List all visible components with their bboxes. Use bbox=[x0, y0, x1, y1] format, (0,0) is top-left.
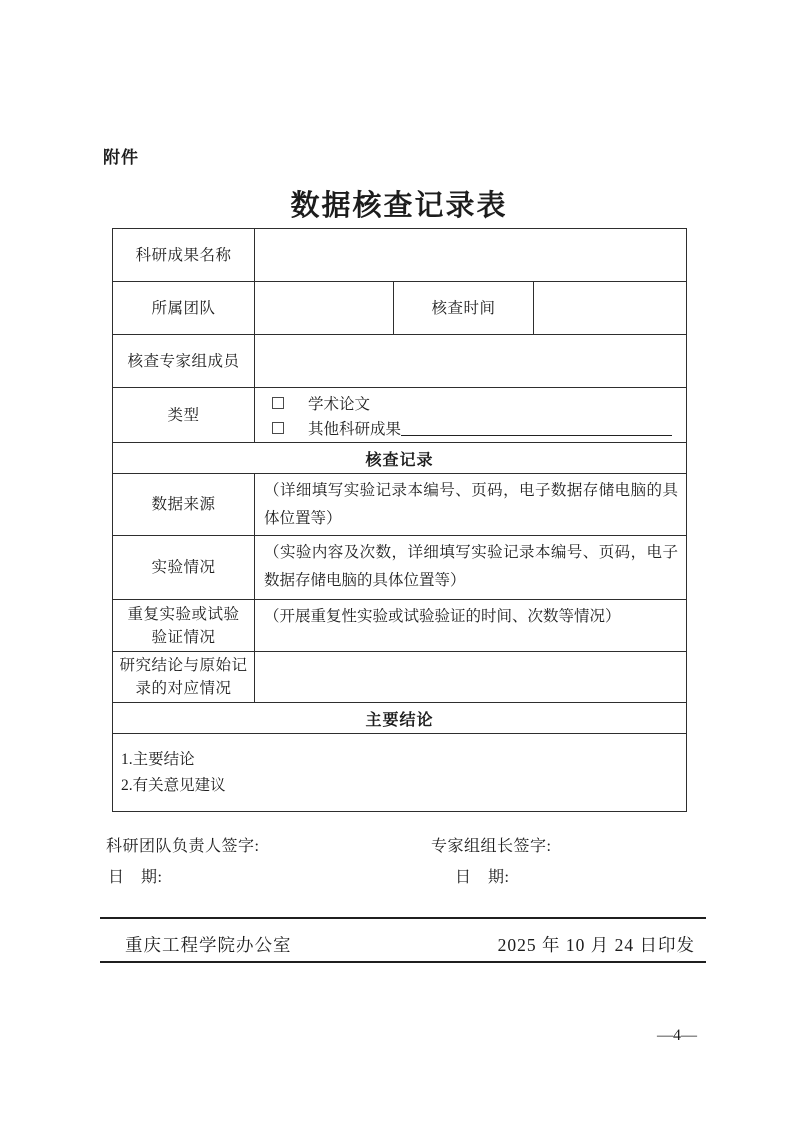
main-conclusion-content-cell bbox=[113, 734, 687, 812]
footer-rule-bottom bbox=[100, 961, 706, 963]
other-achievement-option-label: 其他科研成果 bbox=[308, 420, 402, 438]
row-check-record-header bbox=[113, 443, 687, 474]
type-option-academic-paper bbox=[272, 390, 674, 415]
repeat-verification-label-line1: 重复实验或试验 bbox=[127, 605, 240, 623]
type-option-other-achievement bbox=[272, 415, 674, 440]
check-record-header: 核查记录 bbox=[113, 443, 687, 474]
check-time-label: 核查时间 bbox=[394, 282, 534, 335]
data-verification-form-table bbox=[112, 228, 687, 812]
row-type bbox=[113, 388, 687, 443]
repeat-verification-label bbox=[113, 600, 255, 652]
expert-date-label: 日 期: bbox=[455, 869, 510, 886]
expert-leader-sign-label: 专家组组长签字: bbox=[431, 838, 552, 855]
main-conclusion-line1: 1.主要结论 bbox=[121, 751, 195, 768]
expert-group-input-cell bbox=[255, 335, 687, 388]
check-time-input-cell bbox=[534, 282, 687, 335]
experiment-note: （实验内容及次数，详细填写实验记录本编号、页码，电子数据存储电脑的具体位置等） bbox=[255, 536, 687, 600]
team-label: 所属团队 bbox=[113, 282, 255, 335]
footer-issuer: 重庆工程学院办公室 bbox=[125, 935, 292, 955]
main-conclusion-line2: 2.有关意见建议 bbox=[121, 777, 226, 794]
conclusion-match-label bbox=[113, 652, 255, 703]
expert-group-label: 核查专家组成员 bbox=[113, 335, 255, 388]
experiment-label: 实验情况 bbox=[113, 536, 255, 600]
conclusion-match-label-line2: 录的对应情况 bbox=[135, 680, 232, 697]
type-options-cell bbox=[255, 388, 687, 443]
conclusion-match-input-cell bbox=[255, 652, 687, 703]
row-repeat-verification bbox=[113, 600, 687, 652]
row-main-conclusion-header bbox=[113, 703, 687, 734]
team-leader-sign-label: 科研团队负责人签字: bbox=[106, 838, 260, 855]
document-title: 数据核查记录表 bbox=[290, 190, 508, 222]
repeat-verification-label-line2: 验证情况 bbox=[151, 628, 216, 646]
row-team bbox=[113, 282, 687, 335]
main-conclusion-header: 主要结论 bbox=[113, 703, 687, 734]
data-source-label: 数据来源 bbox=[113, 474, 255, 536]
row-data-source bbox=[113, 474, 687, 536]
repeat-verification-note: （开展重复性实验或试验验证的时间、次数等情况） bbox=[255, 600, 687, 652]
other-achievement-checkbox-icon bbox=[272, 422, 284, 434]
team-date-label: 日 期: bbox=[108, 869, 163, 886]
team-input-cell bbox=[255, 282, 394, 335]
row-main-conclusion-content bbox=[113, 734, 687, 812]
other-achievement-underline bbox=[401, 434, 672, 436]
achievement-name-input-cell bbox=[255, 229, 687, 282]
page-number: —4— bbox=[657, 1027, 697, 1044]
conclusion-match-label-line1: 研究结论与原始记 bbox=[119, 657, 248, 674]
attachment-label: 附件 bbox=[103, 148, 139, 168]
footer-rule-top bbox=[100, 917, 706, 919]
row-conclusion-match bbox=[113, 652, 687, 703]
footer-issue-date: 2025 年 10 月 24 日印发 bbox=[497, 935, 695, 955]
type-label: 类型 bbox=[113, 388, 255, 443]
achievement-name-label: 科研成果名称 bbox=[113, 229, 255, 282]
row-achievement-name bbox=[113, 229, 687, 282]
row-expert-group bbox=[113, 335, 687, 388]
academic-paper-checkbox-icon bbox=[272, 397, 284, 409]
row-experiment bbox=[113, 536, 687, 600]
academic-paper-option-label: 学术论文 bbox=[308, 395, 371, 413]
data-source-note: （详细填写实验记录本编号、页码，电子数据存储电脑的具体位置等） bbox=[255, 474, 687, 536]
